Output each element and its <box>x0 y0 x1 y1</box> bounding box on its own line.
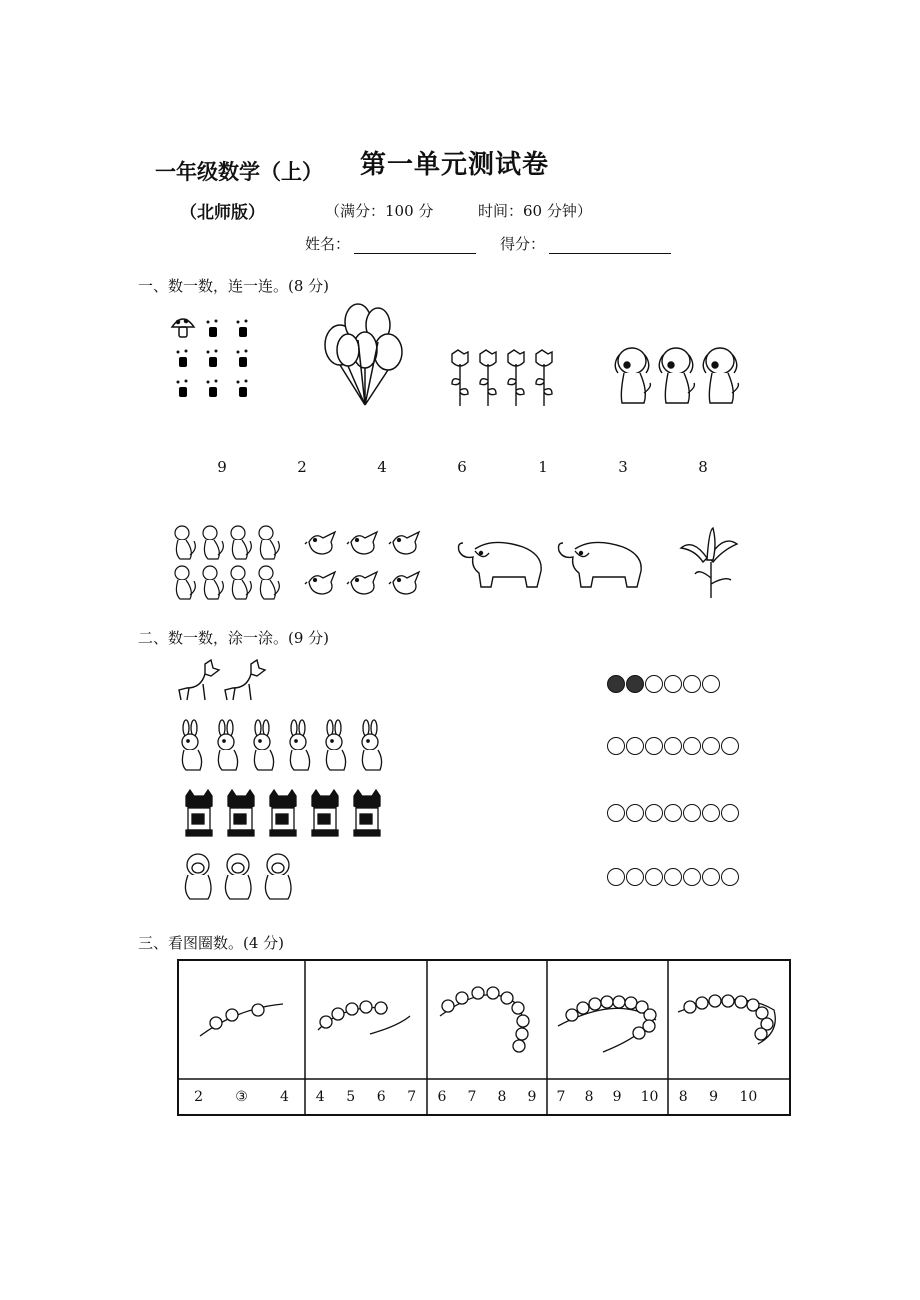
options-cell-3[interactable] <box>427 1079 547 1115</box>
option-number[interactable]: 9 <box>612 1089 622 1105</box>
rabbits-picture[interactable] <box>178 720 398 775</box>
bead-string-5 <box>678 995 775 1044</box>
option-number[interactable]: 7 <box>407 1089 417 1105</box>
options-cell-1[interactable] <box>178 1079 305 1115</box>
empty-circle[interactable] <box>702 675 720 693</box>
bead-string-1 <box>200 1004 283 1036</box>
name-label: 姓名： <box>305 235 351 253</box>
option-number[interactable]: 7 <box>556 1089 566 1105</box>
option-number-circled[interactable]: ③ <box>235 1089 248 1105</box>
circle-row-2[interactable] <box>607 737 739 755</box>
cat-icon <box>186 790 212 836</box>
empty-circle[interactable] <box>626 737 644 755</box>
number-item[interactable]: 4 <box>377 458 387 476</box>
filled-circle[interactable] <box>607 675 625 693</box>
option-number[interactable]: 5 <box>346 1089 356 1105</box>
monkey-icon <box>185 854 211 899</box>
name-field[interactable] <box>305 233 476 254</box>
grade-label: 一年级数学（上） <box>155 159 323 184</box>
empty-circle[interactable] <box>626 804 644 822</box>
section3-heading: 三、看图圈数。(4 分) <box>138 934 285 952</box>
bead-string-4 <box>558 996 656 1052</box>
page-title: 第一单元测试卷 <box>360 150 550 180</box>
lily-icon <box>681 528 737 598</box>
empty-circle[interactable] <box>721 868 739 886</box>
options-cell-5[interactable] <box>668 1079 768 1115</box>
fox-icon <box>179 660 219 700</box>
bead-string-3 <box>440 987 529 1052</box>
empty-circle[interactable] <box>664 804 682 822</box>
option-number[interactable]: 8 <box>497 1089 507 1105</box>
section2-heading: 二、数一数，涂一涂。(9 分) <box>138 629 330 647</box>
empty-circle[interactable] <box>607 868 625 886</box>
dogs-picture[interactable] <box>612 343 747 408</box>
empty-circle[interactable] <box>664 675 682 693</box>
empty-circle[interactable] <box>664 737 682 755</box>
empty-circle[interactable] <box>721 804 739 822</box>
score-field[interactable] <box>500 233 671 254</box>
elephants-picture[interactable] <box>453 537 653 597</box>
option-number[interactable]: 10 <box>739 1089 758 1105</box>
full-score: （满分：100 分 <box>325 202 434 220</box>
empty-circle[interactable] <box>721 737 739 755</box>
option-number[interactable]: 6 <box>437 1089 447 1105</box>
empty-circle[interactable] <box>683 737 701 755</box>
monkeys-picture-2[interactable] <box>180 853 300 903</box>
option-number[interactable]: 8 <box>584 1089 594 1105</box>
time-limit: 时间：60 分钟） <box>478 202 592 220</box>
circle-row-4[interactable] <box>607 868 739 886</box>
options-cell-2[interactable] <box>305 1079 427 1115</box>
empty-circle[interactable] <box>664 868 682 886</box>
monkeys-picture[interactable] <box>172 525 287 605</box>
elephant-icon <box>459 542 542 587</box>
cats-picture[interactable] <box>182 790 387 840</box>
empty-circle[interactable] <box>645 737 663 755</box>
roses-picture[interactable] <box>448 350 563 410</box>
empty-circle[interactable] <box>645 804 663 822</box>
option-number[interactable]: 8 <box>678 1089 688 1105</box>
empty-circle[interactable] <box>607 804 625 822</box>
option-number[interactable]: 4 <box>279 1089 289 1105</box>
birds-picture[interactable] <box>305 528 435 608</box>
bead-table <box>178 960 790 1115</box>
option-number[interactable]: 9 <box>709 1089 718 1105</box>
circle-row-3[interactable] <box>607 804 739 822</box>
number-item[interactable]: 6 <box>457 458 467 476</box>
circle-row-1[interactable] <box>607 675 720 693</box>
empty-circle[interactable] <box>702 868 720 886</box>
number-item[interactable]: 1 <box>538 458 548 476</box>
rose-icon <box>452 350 468 406</box>
empty-circle[interactable] <box>683 804 701 822</box>
empty-circle[interactable] <box>683 675 701 693</box>
number-item[interactable]: 8 <box>698 458 708 476</box>
bird-icon <box>305 532 335 554</box>
balloons-picture[interactable] <box>310 300 410 410</box>
option-number[interactable]: 10 <box>640 1089 659 1105</box>
name-blank[interactable] <box>354 239 476 254</box>
lily-picture[interactable] <box>673 528 748 600</box>
edition-label: （北师版） <box>180 203 265 223</box>
option-number[interactable]: 7 <box>467 1089 477 1105</box>
bead-string-2 <box>318 1001 410 1034</box>
empty-circle[interactable] <box>626 868 644 886</box>
empty-circle[interactable] <box>683 868 701 886</box>
option-number[interactable]: 2 <box>194 1089 204 1105</box>
mushrooms-picture[interactable] <box>170 315 270 410</box>
number-item[interactable]: 3 <box>618 458 628 476</box>
filled-circle[interactable] <box>626 675 644 693</box>
section1-heading: 一、数一数，连一连。(8 分) <box>138 277 330 295</box>
empty-circle[interactable] <box>607 737 625 755</box>
mushroom-icon <box>172 319 194 337</box>
options-cell-4[interactable] <box>547 1079 668 1115</box>
dog-icon <box>615 348 650 403</box>
empty-circle[interactable] <box>645 675 663 693</box>
balloon-icon <box>325 304 402 405</box>
foxes-picture[interactable] <box>175 660 275 705</box>
monkey-icon <box>175 526 195 559</box>
empty-circle[interactable] <box>702 737 720 755</box>
rabbit-icon <box>182 720 202 770</box>
option-number[interactable]: 9 <box>527 1089 537 1105</box>
empty-circle[interactable] <box>702 804 720 822</box>
empty-circle[interactable] <box>645 868 663 886</box>
number-item[interactable]: 9 <box>217 458 227 476</box>
number-item[interactable]: 2 <box>297 458 307 476</box>
score-label: 得分： <box>500 235 546 253</box>
option-number[interactable]: 6 <box>376 1089 386 1105</box>
score-blank[interactable] <box>549 239 671 254</box>
option-number[interactable]: 4 <box>315 1089 325 1105</box>
